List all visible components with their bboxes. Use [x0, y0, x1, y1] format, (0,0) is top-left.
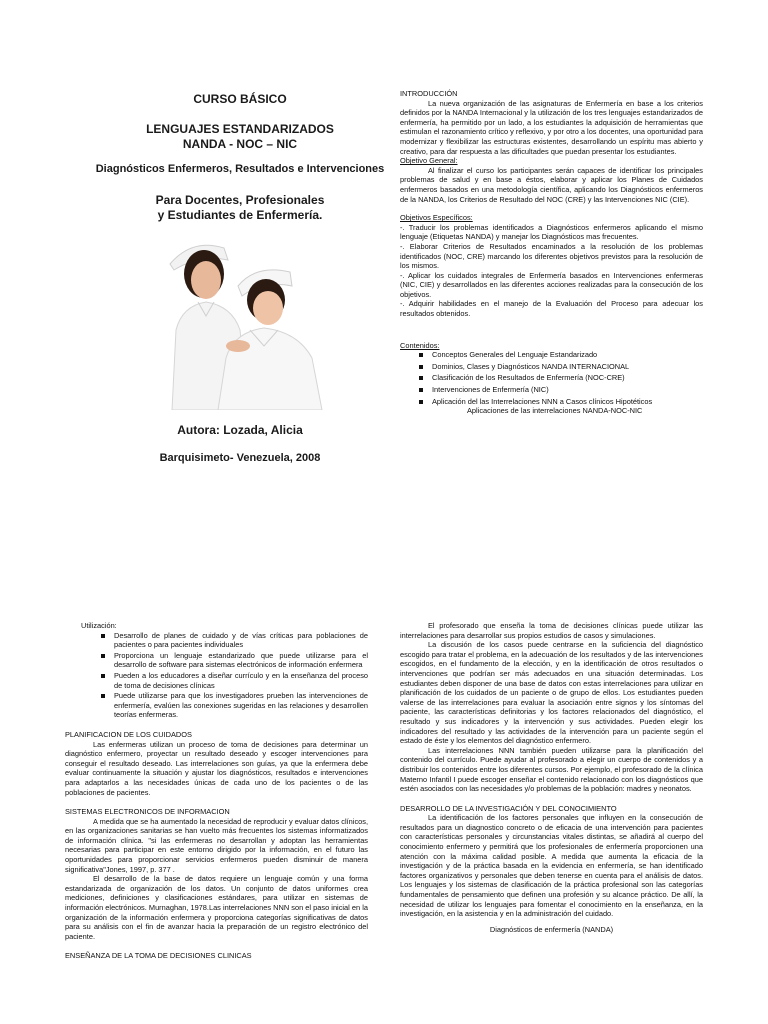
utilization-list	[65, 631, 368, 720]
cover-audience	[90, 193, 390, 223]
utilization-heading: Utilización:	[81, 621, 117, 630]
cover-author: Autora: Lozada, Alicia	[177, 423, 303, 437]
contents-item: Conceptos Generales del Lenguaje Estandarizado	[432, 350, 703, 360]
introduction-heading: INTRODUCCIÓN	[400, 89, 458, 98]
specific-objective-item: -. Elaborar Criterios de Resultados encaminados a la resolución de los problemas identificados (NOC, CRE) marcando los diferentes objetivos previstos para la resolución de los mismos.	[400, 241, 703, 271]
introduction-section	[400, 89, 703, 416]
utilization-item: Pueden a los educadores a diseñar currículo y en la enseñanza del proceso de toma de decisiones clínicas	[114, 670, 368, 690]
planning-paragraph: Las enfermeras utilizan un proceso de toma de decisiones para determinar un diagnóstico enfermero, proyectar un resultado deseado y escoger intervenciones para conseguir el resultado deseado. Las interrelaciones son guías, ya que la enfermera debe evaluar continuamente la situación y ajustar los diagnósticos, resultados e intervenciones para adaptarlos a las necesidades únicas de cada uno de los pacientes o de las poblaciones de pacientes.	[65, 739, 368, 797]
research-paragraph: La identificación de los factores personales que influyen en la consecución de resultados para un diagnostico concreto o de eficacia de una intervención para pacientes con características personales y circunstancias vitales distintas, se añadirá al cuerpo del conocimiento enfermero y permitirá que los profesionales de enfermería proporcionen una atención con la máxima calidad posible. A medida que aumenta la eficacia de la investigación y de la práctica basada en la evidencia en enfermería, se han identificado factores organizativos y personales que deben tenerse en cuenta para el análisis de datos. Los lenguajes y los sistemas de clasificación de la práctica profesional son las categorías fundamentales de pensamiento que definen una profesión y su alcance práctico. De allí, la necesidad de utilizar los lenguajes para fomentar el conocimiento en la enseñanza, en la investigación, en la asistencia y en la administración del cuidado.	[400, 813, 703, 919]
planning-heading: PLANIFICACION DE LOS CUIDADOS	[65, 729, 192, 739]
systems-heading: SISTEMAS ELECTRONICOS DE INFORMACION	[65, 807, 230, 817]
teaching-heading: ENSEÑANZA DE LA TOMA DE DECISIONES CLINICAS	[65, 951, 252, 961]
cover-title-languages-line1: LENGUAJES ESTANDARIZADOS	[146, 122, 334, 136]
general-objective-paragraph: Al finalizar el curso los participantes serán capaces de identificar los principales problemas de salud y en base a éstos, elaborar y aplicar los Planes de Cuidados enfermeros basados en una metodología científica, aplicando los Diagnósticos enfermeros de la NANDA, los Criterios de Resultado del NOC (CRE) y las Intervenciones NIC (CIE).	[400, 165, 703, 204]
systems-paragraph-2: El desarrollo de la base de datos requiere un lenguaje común y una forma estandarizada de organización de los datos. Un conjunto de datos uniformes crea mediciones, definiciones y clasificaciones estándares, para utilizar en sistemas de información electrónicos. Murnaghan, 1978.Las interrelaciones NNN son el paso inicial en la organización de la información enfermera y proporciona categorías significativas de datos para su análisis con el fin de avanzar hacia la preparación de un registro electrónico del paciente.	[65, 874, 368, 941]
right-paragraph-3: Las interrelaciones NNN también pueden utilizarse para la planificación del contenido del currículo. Puede ayudar al profesorado a elegir un cuerpo de contenidos y a distribuir los contenidos entre los diferentes cursos. Por ejemplo, el profesorado de la clínica Materno Infantil I puede escoger enseñar el contenido relacionado con los diagnósticos que estén asociados con las necesidades y/o problemas de la población: madres y neonatos.	[400, 745, 703, 794]
specific-objectives-heading: Objetivos Específicos:	[400, 213, 473, 223]
contents-item: Aplicación del las Interrelaciones NNN a Casos clínicos Hipotéticos	[432, 397, 703, 407]
contents-item: Intervenciones de Enfermería (NIC)	[432, 385, 703, 395]
cover-title-languages-line2: NANDA - NOC – NIC	[182, 137, 298, 151]
specific-objective-item: -. Aplicar los cuidados integrales de Enfermería basados en Intervenciones enfermeras (NIC, CIE) y desarrollados en las diferentes acciones realizadas para la consecución de los objetivos.	[400, 270, 703, 299]
specific-objective-item: -. Adquirir habilidades en el manejo de la Evaluación del Proceso para adecuar los resultados obtenidos.	[400, 299, 703, 319]
contents-item: Dominios, Clases y Diagnósticos NANDA INTERNACIONAL	[432, 362, 703, 372]
right-column	[400, 621, 703, 934]
cover-title-languages	[90, 122, 390, 152]
utilization-item: Puede utilizarse para que los investigadores prueben las intervenciones de enfermería, evalúen las conexiones sugeridas en las relaciones y desarrollen teorías enfermeras.	[114, 691, 368, 720]
cover-audience-line2: y Estudiantes de Enfermería.	[157, 208, 323, 222]
right-paragraph-1: El profesorado que enseña la toma de decisiones clínicas puede utilizar las interrelaciones para desarrollar sus propios estudios de casos y simulaciones.	[400, 621, 703, 640]
contents-heading: Contenidos:	[400, 340, 440, 350]
utilization-item: Desarrollo de planes de cuidado y de vías críticas para poblaciones de pacientes o para pacientes individuales	[114, 630, 368, 650]
introduction-paragraph: La nueva organización de las asignaturas de Enfermería en base a los criterios definidos por la NANDA Internacional y la utilización de los tres lenguajes estandarizados de enfermería, ha permitido por un lado, a los estudiantes la adquisición de herramientas que estimulan el razonamiento crítico y reflexivo, y por otro a los docentes, una oportunidad para modernizar y flexibilizar las estructuras existentes, desarrollando un espíritu mas abierto y creativo, para dar respuesta a las dificultades que puedan presentar los estudiantes.	[400, 98, 703, 156]
specific-objective-item: -. Traducir los problemas identificados a Diagnósticos enfermeros aplicando el mismo lenguaje (Etiquetas NANDA) y manejar los Diagnósticos mas frecuentes.	[400, 222, 703, 242]
cover-subtitle: Diagnósticos Enfermeros, Resultados e Intervenciones	[95, 163, 385, 175]
nurses-photo	[152, 234, 330, 410]
contents-tail: Aplicaciones de las interrelaciones NANDA-NOC-NIC	[467, 406, 643, 416]
cover-place-date: Barquisimeto- Venezuela, 2008	[159, 452, 321, 464]
systems-paragraph-1: A medida que se ha aumentado la necesidad de reproducir y evaluar datos clínicos, en las organizaciones sanitarias se han vuelto más frecuentes los sistemas informatizados de información clínica. "si las enfermeras no desarrollan y adoptan las herramientas necesarias para participar en este entorno dirigido por la información, en el futuro las oportunidades para proporcionar servicios enfermeros pueden disminuir de manera significativa"Jones, 1997, p. 377 .	[65, 816, 368, 874]
general-objective-heading: Objetivo General:	[400, 156, 458, 166]
utilization-item: Proporciona un lenguaje estandarizado que puede utilizarse para el desarrollo de software para sistemas electrónicos de información enfermera	[114, 650, 368, 670]
left-column	[65, 621, 368, 961]
contents-item: Clasificación de los Resultados de Enfermería (NOC-CRE)	[432, 373, 703, 383]
right-paragraph-2: La discusión de los casos puede centrarse en la suficiencia del diagnóstico escogido para tratar el problema, en la adecuación de los resultados y de las intervenciones escogidos, en el fundamento de la elección, y en la identificación de otros resultados o intervenciones que podrían ser más adecuados en una situación determinadas. Los estudiantes deben disponer de una base de datos con estas interrelaciones para utilizar en planificación de los cuidados de un paciente o de grupo de ellos. Los estudiantes pueden valerse de las interrelaciones para evaluar la asociación entre signos y los síntomas del paciente, las características definitorias y los factores relacionados del diagnóstico, el resultado y sus indicadores y la intervención y sus actividades. Pueden elegir los indicadores del resultado y las actividades de la intervención para un paciente según el estado de éste y los elementos del diagnóstico enfermero.	[400, 640, 703, 746]
cover-audience-line1: Para Docentes, Profesionales	[155, 193, 325, 207]
contents-list	[400, 350, 703, 406]
nanda-caption: Diagnósticos de enfermería (NANDA)	[489, 924, 614, 934]
research-heading: DESARROLLO DE LA INVESTIGACIÓN Y DEL CONOCIMIENTO	[400, 803, 617, 813]
cover-title-course: CURSO BÁSICO	[193, 92, 287, 106]
